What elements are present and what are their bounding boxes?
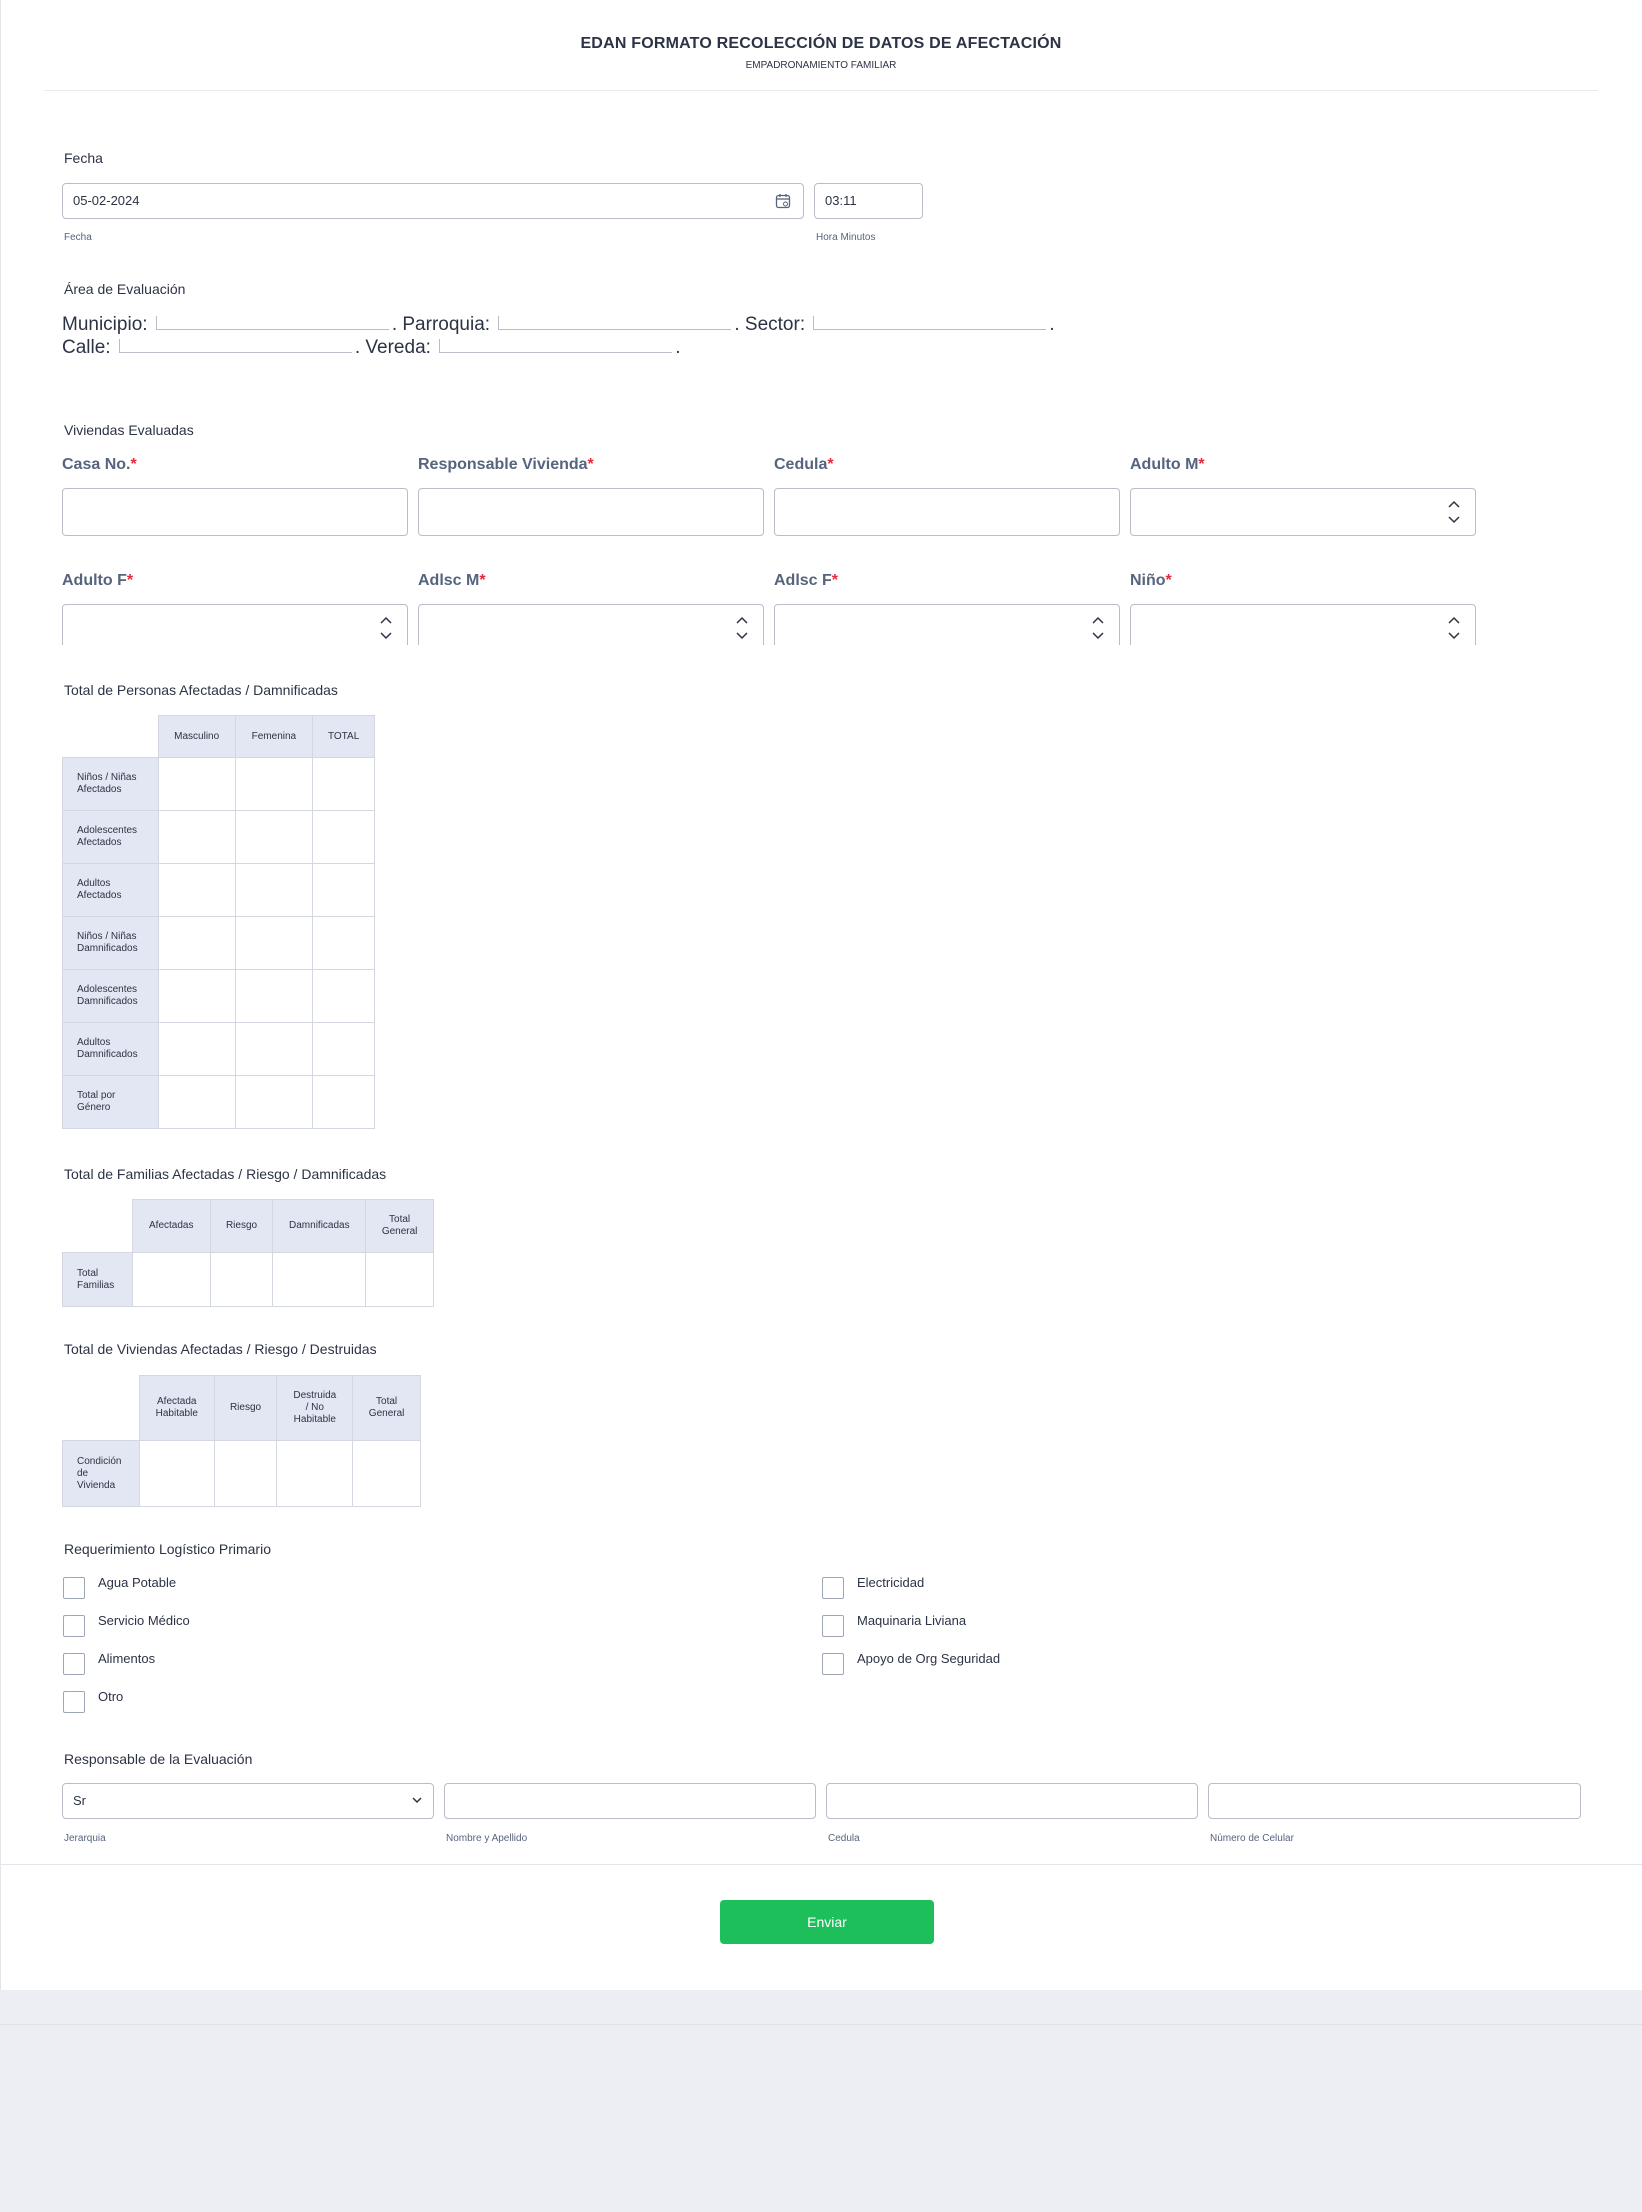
table-cell[interactable] xyxy=(313,758,375,811)
time-sublabel: Hora Minutos xyxy=(816,232,876,243)
nino-label: Niño* xyxy=(1130,572,1172,589)
table-cell[interactable] xyxy=(235,758,313,811)
table-corner xyxy=(63,1376,140,1441)
sector-label: . Sector: xyxy=(734,314,806,335)
casa-label: Casa No.* xyxy=(62,456,137,473)
col-header: Total General xyxy=(353,1376,421,1441)
date-input[interactable] xyxy=(62,183,804,219)
row-header: Condición de Vivienda xyxy=(63,1441,140,1507)
spinner-icon[interactable] xyxy=(735,613,749,643)
celular-sublabel: Número de Celular xyxy=(1210,1833,1294,1844)
col-header: TOTAL xyxy=(313,716,375,758)
table-cell[interactable] xyxy=(277,1441,353,1507)
sector-input[interactable] xyxy=(813,316,1046,330)
col-header: Destruida / No Habitable xyxy=(277,1376,353,1441)
row-header: Niños / Niñas Afectados xyxy=(63,758,159,811)
cedula-input[interactable] xyxy=(774,488,1120,536)
table-cell[interactable] xyxy=(158,1023,235,1076)
table-cell[interactable] xyxy=(235,917,313,970)
table-cell[interactable] xyxy=(313,1023,375,1076)
checkbox-label: Servicio Médico xyxy=(98,1613,190,1628)
viviendas-estado-table xyxy=(62,1375,421,1507)
checkbox-label: Otro xyxy=(98,1689,124,1704)
viviendas-row-2-clip xyxy=(62,603,1482,645)
checkbox-label: Apoyo de Org Seguridad xyxy=(857,1651,1001,1666)
col-header: Afectadas xyxy=(132,1200,210,1253)
personas-table xyxy=(62,715,375,1129)
table-cell[interactable] xyxy=(158,970,235,1023)
col-header: Femenina xyxy=(235,716,313,758)
jerarquia-sublabel: Jerarquia xyxy=(64,1833,106,1844)
row-header: Adolescentes Afectados xyxy=(63,811,159,864)
calle-input[interactable] xyxy=(119,339,352,353)
nombre-input[interactable] xyxy=(444,1783,816,1819)
row-header: Total por Género xyxy=(63,1076,159,1129)
checkbox-label: Electricidad xyxy=(857,1575,925,1590)
nino-input[interactable] xyxy=(1130,604,1476,645)
col-header: Afectada Habitable xyxy=(139,1376,214,1441)
table-cell[interactable] xyxy=(158,1076,235,1129)
checkbox-otro[interactable] xyxy=(63,1691,85,1713)
cedula-sublabel: Cedula xyxy=(828,1833,860,1844)
table-cell[interactable] xyxy=(235,1023,313,1076)
table-cell[interactable] xyxy=(139,1441,214,1507)
table-cell[interactable] xyxy=(158,811,235,864)
checkbox-maquinaria-liviana[interactable] xyxy=(822,1615,844,1637)
table-cell[interactable] xyxy=(313,917,375,970)
adulto-m-label: Adulto M* xyxy=(1130,456,1205,473)
table-cell[interactable] xyxy=(273,1253,366,1307)
table-cell[interactable] xyxy=(235,970,313,1023)
table-cell[interactable] xyxy=(313,970,375,1023)
adlsc-f-label: Adlsc F* xyxy=(774,572,839,589)
adlsc-m-input[interactable] xyxy=(418,604,764,645)
table-cell[interactable] xyxy=(235,811,313,864)
header-divider xyxy=(44,90,1598,91)
responsable-label: Responsable de la Evaluación xyxy=(64,1751,253,1767)
area-line-1 xyxy=(62,314,1055,336)
col-header: Riesgo xyxy=(210,1200,273,1253)
area-label: Área de Evaluación xyxy=(64,281,186,297)
date-value: 05-02-2024 xyxy=(73,193,140,208)
chevron-down-icon xyxy=(411,1794,423,1806)
footer-divider xyxy=(0,1864,1642,1865)
area-end-2: . xyxy=(675,337,681,358)
nombre-sublabel: Nombre y Apellido xyxy=(446,1833,528,1844)
row-header: Total Familias xyxy=(63,1253,133,1307)
table-cell[interactable] xyxy=(158,864,235,917)
time-value: 03:11 xyxy=(825,193,857,208)
cedula-responsable-input[interactable] xyxy=(826,1783,1198,1819)
fecha-label: Fecha xyxy=(64,150,103,166)
table-corner xyxy=(63,716,159,758)
calle-label: Calle: xyxy=(62,337,111,358)
table-cell[interactable] xyxy=(313,864,375,917)
checkbox-alimentos[interactable] xyxy=(63,1653,85,1675)
time-input[interactable] xyxy=(814,183,923,219)
checkbox-servicio-medico[interactable] xyxy=(63,1615,85,1637)
spinner-icon[interactable] xyxy=(379,613,393,643)
parroquia-input[interactable] xyxy=(498,316,731,330)
col-header: Total General xyxy=(366,1200,434,1253)
row-header: Adolescentes Damnificados xyxy=(63,970,159,1023)
area-line-2 xyxy=(62,337,680,359)
adulto-f-input[interactable] xyxy=(62,604,408,645)
table-cell[interactable] xyxy=(353,1441,421,1507)
calendar-icon[interactable] xyxy=(775,193,791,209)
municipio-input[interactable] xyxy=(156,316,389,330)
col-header: Damnificadas xyxy=(273,1200,366,1253)
parroquia-label: . Parroquia: xyxy=(391,314,491,335)
spinner-icon[interactable] xyxy=(1447,613,1461,643)
table-cell[interactable] xyxy=(214,1441,277,1507)
col-header: Masculino xyxy=(158,716,235,758)
table-corner xyxy=(63,1200,133,1253)
table-cell[interactable] xyxy=(210,1253,273,1307)
table-cell[interactable] xyxy=(313,1076,375,1129)
row-header: Adultos Afectados xyxy=(63,864,159,917)
page-divider xyxy=(0,2024,1642,2025)
jerarquia-select[interactable] xyxy=(62,1783,434,1819)
viviendas-estado-label: Total de Viviendas Afectadas / Riesgo / Destruidas xyxy=(64,1341,377,1357)
table-cell[interactable] xyxy=(132,1253,210,1307)
table-cell[interactable] xyxy=(235,1076,313,1129)
responsable-input[interactable] xyxy=(418,488,764,536)
personas-label: Total de Personas Afectadas / Damnificadas xyxy=(64,682,338,698)
spinner-icon[interactable] xyxy=(1091,613,1105,643)
familias-label: Total de Familias Afectadas / Riesgo / Damnificadas xyxy=(64,1166,387,1182)
area-end-1: . xyxy=(1049,314,1055,335)
col-header: Riesgo xyxy=(214,1376,277,1441)
table-cell[interactable] xyxy=(366,1253,434,1307)
cedula-label: Cedula* xyxy=(774,456,834,473)
jerarquia-value: Sr xyxy=(73,1793,86,1808)
row-header: Adultos Damnificados xyxy=(63,1023,159,1076)
table-cell[interactable] xyxy=(313,811,375,864)
responsable-label: Responsable Vivienda* xyxy=(418,456,594,473)
form-subtitle: EMPADRONAMIENTO FAMILIAR xyxy=(745,60,897,71)
checkbox-apoyo-seguridad[interactable] xyxy=(822,1653,844,1675)
celular-input[interactable] xyxy=(1208,1783,1581,1819)
table-cell[interactable] xyxy=(235,864,313,917)
spinner-icon[interactable] xyxy=(1447,497,1461,527)
familias-table xyxy=(62,1199,434,1307)
adlsc-f-input[interactable] xyxy=(774,604,1120,645)
checkbox-label: Alimentos xyxy=(98,1651,156,1666)
row-header: Niños / Niñas Damnificados xyxy=(63,917,159,970)
form-title: EDAN FORMATO RECOLECCIÓN DE DATOS DE AFECTACIÓN xyxy=(580,35,1062,52)
checkbox-agua-potable[interactable] xyxy=(63,1577,85,1599)
submit-button[interactable]: Enviar xyxy=(720,1900,934,1944)
checkbox-label: Agua Potable xyxy=(98,1575,177,1590)
vereda-input[interactable] xyxy=(439,339,672,353)
table-cell[interactable] xyxy=(158,917,235,970)
casa-input[interactable] xyxy=(62,488,408,536)
vereda-label: . Vereda: xyxy=(354,337,431,358)
municipio-label: Municipio: xyxy=(62,314,148,335)
date-sublabel: Fecha xyxy=(64,232,92,243)
adulto-f-label: Adulto F* xyxy=(62,572,134,589)
adlsc-m-label: Adlsc M* xyxy=(418,572,486,589)
adulto-m-input[interactable] xyxy=(1130,488,1476,536)
checkbox-electricidad[interactable] xyxy=(822,1577,844,1599)
checkbox-label: Maquinaria Liviana xyxy=(857,1613,967,1628)
viviendas-label: Viviendas Evaluadas xyxy=(64,422,194,438)
logistica-label: Requerimiento Logístico Primario xyxy=(64,1541,271,1557)
table-cell[interactable] xyxy=(158,758,235,811)
